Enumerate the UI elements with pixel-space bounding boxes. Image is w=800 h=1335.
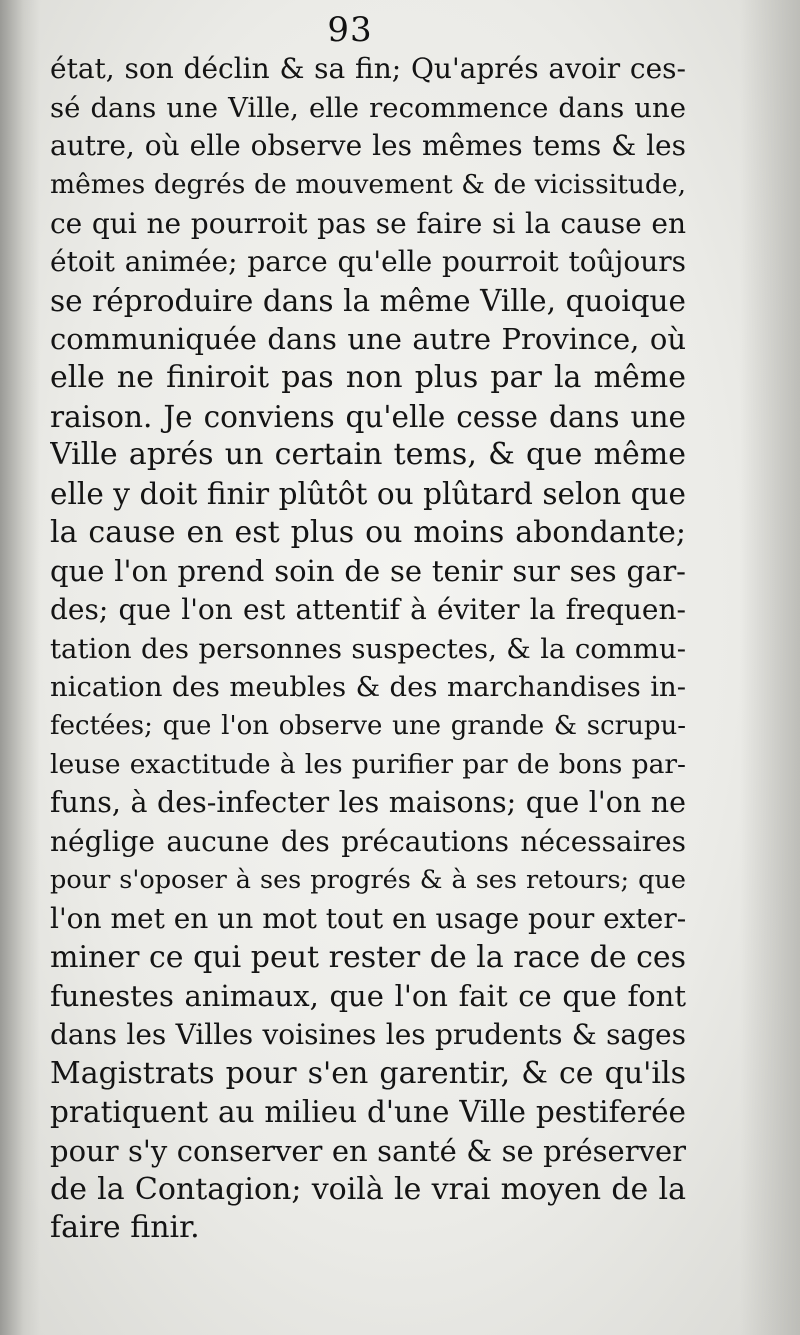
text-line: leuse exactitude à les purifier par de bons par- <box>50 748 686 780</box>
text-line: se réproduire dans la même Ville, quoique <box>50 283 686 318</box>
text-line: la cause en est plus ou moins abondante; <box>50 514 686 550</box>
page-edge-shadow <box>740 0 800 1335</box>
text-line: de la Contagion; voilà le vrai moyen de la <box>50 1171 686 1207</box>
text-line: autre, où elle observe les mêmes tems & les <box>50 129 686 163</box>
text-line: ce qui ne pourroit pas se faire si la cause en <box>50 206 686 240</box>
text-line: pour s'oposer à ses progrés & à ses retours; que <box>50 865 686 896</box>
text-line: l'on met en un mot tout en usage pour exter- <box>50 902 686 936</box>
text-line: miner ce qui peut rester de la race de ces <box>50 939 686 975</box>
text-line: pour s'y conserver en santé & se préserver <box>50 1133 686 1168</box>
text-line: Magistrats pour s'en garentir, & ce qu'ils <box>50 1055 686 1091</box>
text-line: Ville aprés un certain tems, & que même <box>50 437 686 473</box>
text-line: funs, à des-infecter les maisons; que l'on ne <box>50 786 686 820</box>
text-line: communiquée dans une autre Province, où <box>50 322 686 357</box>
page-number: 93 <box>327 10 373 50</box>
text-line: tation des personnes suspectes, & la commu- <box>50 632 686 665</box>
text-line: sé dans une Ville, elle recommence dans une <box>50 91 686 124</box>
text-line: elle ne finiroit pas non plus par la même <box>50 360 686 396</box>
text-line: fectées; que l'on observe une grande & scrupu- <box>50 710 686 741</box>
text-line: pratiquent au milieu d'une Ville pestiferée <box>50 1095 686 1130</box>
text-line: état, son déclin & sa fin; Qu'aprés avoir ces- <box>50 52 686 85</box>
text-line: néglige aucune des précautions nécessaires <box>50 824 686 858</box>
text-line: raison. Je conviens qu'elle cesse dans une <box>50 399 686 434</box>
text-line: que l'on prend soin de se tenir sur ses gar- <box>50 554 686 589</box>
text-line: des; que l'on est attentif à éviter la frequen- <box>50 592 686 626</box>
text-line: étoit animée; parce qu'elle pourroit toûjours <box>50 245 686 279</box>
binding-shadow <box>0 0 40 1335</box>
text-line: funestes animaux, que l'on fait ce que font <box>50 979 686 1014</box>
text-line: dans les Villes voisines les prudents & sages <box>50 1018 686 1052</box>
text-line: elle y doit finir plûtôt ou plûtard selon que <box>50 477 686 512</box>
text-line: nication des meubles & des marchandises in- <box>50 671 686 704</box>
body-text <box>50 50 686 1248</box>
text-line: faire finir. <box>50 1210 200 1246</box>
text-line: mêmes degrés de mouvement & de vicissitude, <box>50 168 686 200</box>
